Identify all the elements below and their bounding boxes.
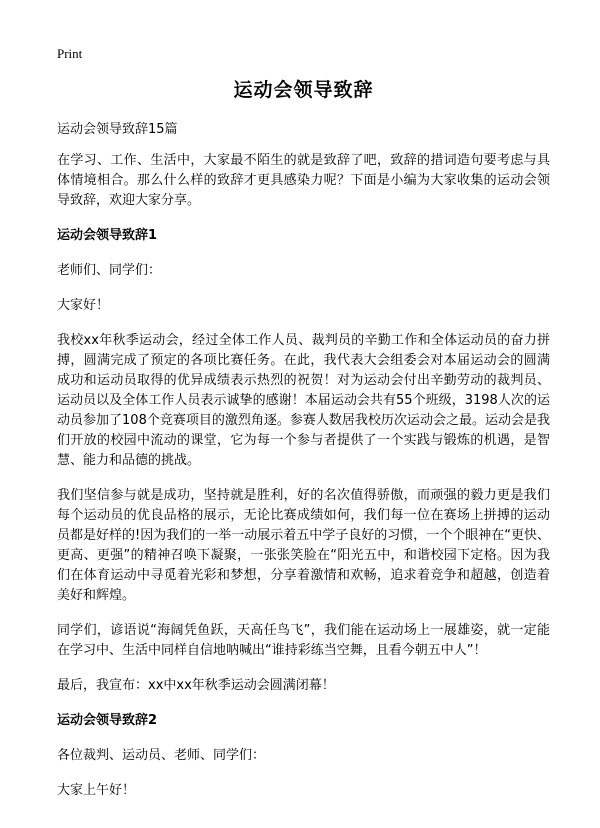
section-2-paragraph-1: 各位裁判、运动员、老师、同学们： (57, 748, 266, 763)
intro-paragraph: 在学习、工作、生活中，大家最不陌生的就是致辞了吧，致辞的措词造句要考虑与具体情境相合。那么什么样的致辞才更具感染力呢？下面是小编为大家收集的运动会领导致辞，欢迎大家分享。 (57, 153, 550, 208)
document-body (57, 76, 550, 801)
section-2-paragraph-2: 大家上午好！ (57, 783, 136, 798)
section-1-paragraph-1: 老师们、同学们： (57, 263, 162, 278)
section-1-paragraph-3: 我校xx年秋季运动会，经过全体工作人员、裁判员的辛勤工作和全体运动员的奋力拼搏，圆满完成了预定的各项比赛任务。在此，我代表大会组委会对本届运动会的圆满成功和运动员取得的优异成绩表示热烈的祝贺！对为运动会付出辛勤劳动的裁判员、运动员以及全体工作人员表示诚挚的感谢！本届运动会共有55个班级，3198人次的运动员参加了108个竞赛项目的激烈角逐。参赛人数居我校历次运动会之最。运动会是我们开放的校园中流动的课堂，它为每一个参与者提供了一个实践与锻炼的机遇，是智慧、能力和品德的挑战。 (57, 333, 550, 468)
section-1-paragraph-6: 最后，我宣布：xx中xx年秋季运动会圆满闭幕！ (57, 678, 335, 693)
section-1-paragraph-5: 同学们，谚语说“海阔凭鱼跃，天高任鸟飞”，我们能在运动场上一展雄姿，就一定能在学习中、生活中同样自信地呐喊出“谁持彩练当空舞，且看今朝五中人”！ (57, 623, 550, 658)
section-heading-1: 运动会领导致辞1 (57, 228, 158, 243)
page-title: 运动会领导致辞 (233, 79, 374, 101)
document-subtitle: 运动会领导致辞15篇 (57, 122, 178, 137)
section-1-paragraph-4: 我们坚信参与就是成功，坚持就是胜利，好的名次值得骄傲，而顽强的毅力更是我们每个运动员的优良品格的展示，无论比赛成绩如何，我们每一位在赛场上拼搏的运动员都是好样的!因为我们的一举一动展示着五中学子良好的习惯，一个个眼神在“更快、更高、更强”的精神召唤下凝聚，一张张笑脸在“阳光五中，和谐校园下定格。因为我们在体育运动中寻觅着光彩和梦想，分享着激情和欢畅，追求着竞争和超越，创造着美好和辉煌。 (57, 488, 550, 603)
section-1-paragraph-2: 大家好！ (57, 298, 110, 313)
print-link[interactable]: Print (57, 46, 83, 61)
section-heading-2: 运动会领导致辞2 (57, 713, 158, 728)
